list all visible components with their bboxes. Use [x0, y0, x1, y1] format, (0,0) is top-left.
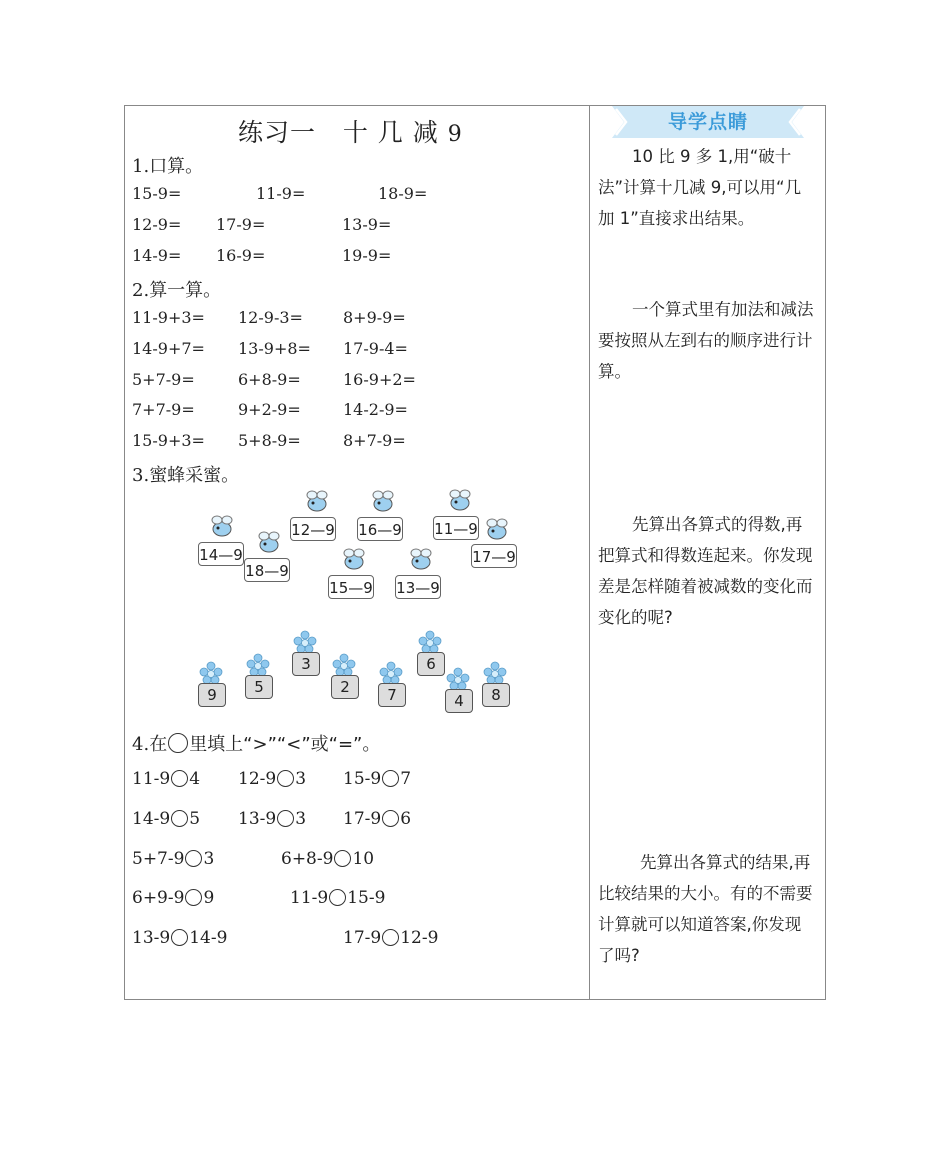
q1-item: 18-9= [378, 184, 428, 203]
q1-item: 12-9= [132, 215, 182, 234]
q1-item: 11-9= [256, 184, 306, 203]
q2-item: 5+8-9= [238, 431, 301, 450]
answer-circle[interactable] [382, 810, 399, 827]
bee-card[interactable]: 14—9 [198, 542, 244, 566]
answer-circle[interactable] [171, 810, 188, 827]
compare-item: 11-9 4 [132, 769, 201, 789]
answer-circle[interactable] [171, 770, 188, 787]
bee-icon [340, 545, 368, 573]
compare-item: 15-9 7 [343, 769, 412, 789]
answer-circle[interactable] [382, 770, 399, 787]
bee-icon [446, 486, 474, 514]
guide-note-1: 10 比 9 多 1,用“破十法”计算十几减 9,可以用“几加 1”直接求出结果。 [598, 147, 802, 228]
flower-icon [332, 653, 356, 677]
column-divider [589, 105, 590, 1000]
q2-item: 8+7-9= [343, 431, 406, 450]
flower-number[interactable]: 2 [331, 675, 359, 699]
answer-circle[interactable] [171, 929, 188, 946]
q2-item: 14-2-9= [343, 400, 408, 419]
answer-circle[interactable] [185, 889, 202, 906]
bee-card[interactable]: 15—9 [328, 575, 374, 599]
flower-number[interactable]: 9 [198, 683, 226, 707]
q2-item: 5+7-9= [132, 370, 195, 389]
flower-icon [446, 667, 470, 691]
flower-number[interactable]: 7 [378, 683, 406, 707]
q2-item: 11-9+3= [132, 308, 205, 327]
compare-circle-icon [168, 733, 188, 753]
flower-number[interactable]: 4 [445, 689, 473, 713]
compare-item: 13-9 14-9 [132, 928, 228, 948]
guide-note-3: 先算出各算式的得数,再把算式和得数连起来。你发现差是怎样随着被减数的变化而变化的呢? [598, 515, 813, 627]
flower-number[interactable]: 8 [482, 683, 510, 707]
bee-card[interactable]: 12—9 [290, 517, 336, 541]
q2-item: 12-9-3= [238, 308, 303, 327]
flower-icon [418, 630, 442, 654]
flower-number[interactable]: 5 [245, 675, 273, 699]
q1-item: 13-9= [342, 215, 392, 234]
bee-card[interactable]: 16—9 [357, 517, 403, 541]
q2-item: 6+8-9= [238, 370, 301, 389]
answer-circle[interactable] [185, 850, 202, 867]
q2-item: 9+2-9= [238, 400, 301, 419]
page-title: 练习一 十 几 减 9 [238, 118, 463, 147]
bee-icon [483, 515, 511, 543]
answer-circle[interactable] [334, 850, 351, 867]
guide-note-4: 先算出各算式的结果,再比较结果的大小。有的不需要计算就可以知道答案,你发现了吗? [598, 853, 813, 965]
q2-item: 14-9+7= [132, 339, 205, 358]
compare-item: 12-9 3 [238, 769, 307, 789]
q1-item: 14-9= [132, 246, 182, 265]
flower-icon [379, 661, 403, 685]
q1-item: 17-9= [216, 215, 266, 234]
compare-item: 17-9 6 [343, 809, 412, 829]
section-2-heading: 2.算一算。 [132, 280, 222, 301]
bee-icon [303, 487, 331, 515]
compare-item: 17-9 12-9 [343, 928, 439, 948]
section-3-heading: 3.蜜蜂采蜜。 [132, 465, 240, 486]
bee-card[interactable]: 13—9 [395, 575, 441, 599]
bee-icon [255, 528, 283, 556]
flower-icon [199, 661, 223, 685]
compare-item: 5+7-9 3 [132, 849, 215, 869]
q2-item: 8+9-9= [343, 308, 406, 327]
compare-item: 11-9 15-9 [290, 888, 386, 908]
q1-item: 15-9= [132, 184, 182, 203]
q1-item: 19-9= [342, 246, 392, 265]
compare-item: 14-9 5 [132, 809, 201, 829]
bee-card[interactable]: 17—9 [471, 544, 517, 568]
flower-number[interactable]: 3 [292, 652, 320, 676]
bee-card[interactable]: 11—9 [433, 516, 479, 540]
bee-card[interactable]: 18—9 [244, 558, 290, 582]
compare-item: 6+9-9 9 [132, 888, 215, 908]
q2-item: 17-9-4= [343, 339, 408, 358]
q2-item: 16-9+2= [343, 370, 416, 389]
flower-icon [246, 653, 270, 677]
guide-note-2: 一个算式里有加法和减法要按照从左到右的顺序进行计算。 [598, 300, 814, 381]
q2-item: 13-9+8= [238, 339, 311, 358]
bee-icon [369, 487, 397, 515]
answer-circle[interactable] [329, 889, 346, 906]
flower-number[interactable]: 6 [417, 652, 445, 676]
flower-icon [293, 630, 317, 654]
q2-item: 7+7-9= [132, 400, 195, 419]
section-1-heading: 1.口算。 [132, 156, 204, 177]
compare-item: 13-9 3 [238, 809, 307, 829]
guide-banner-title: 导学点睛 [667, 111, 748, 133]
q1-item: 16-9= [216, 246, 266, 265]
section-4-heading: 4.在 里填上“>”“<”或“=”。 [132, 734, 381, 755]
q2-item: 15-9+3= [132, 431, 205, 450]
answer-circle[interactable] [382, 929, 399, 946]
bee-icon [407, 545, 435, 573]
flower-icon [483, 661, 507, 685]
answer-circle[interactable] [277, 810, 294, 827]
compare-item: 6+8-9 10 [281, 849, 375, 869]
bee-icon [208, 512, 236, 540]
answer-circle[interactable] [277, 770, 294, 787]
